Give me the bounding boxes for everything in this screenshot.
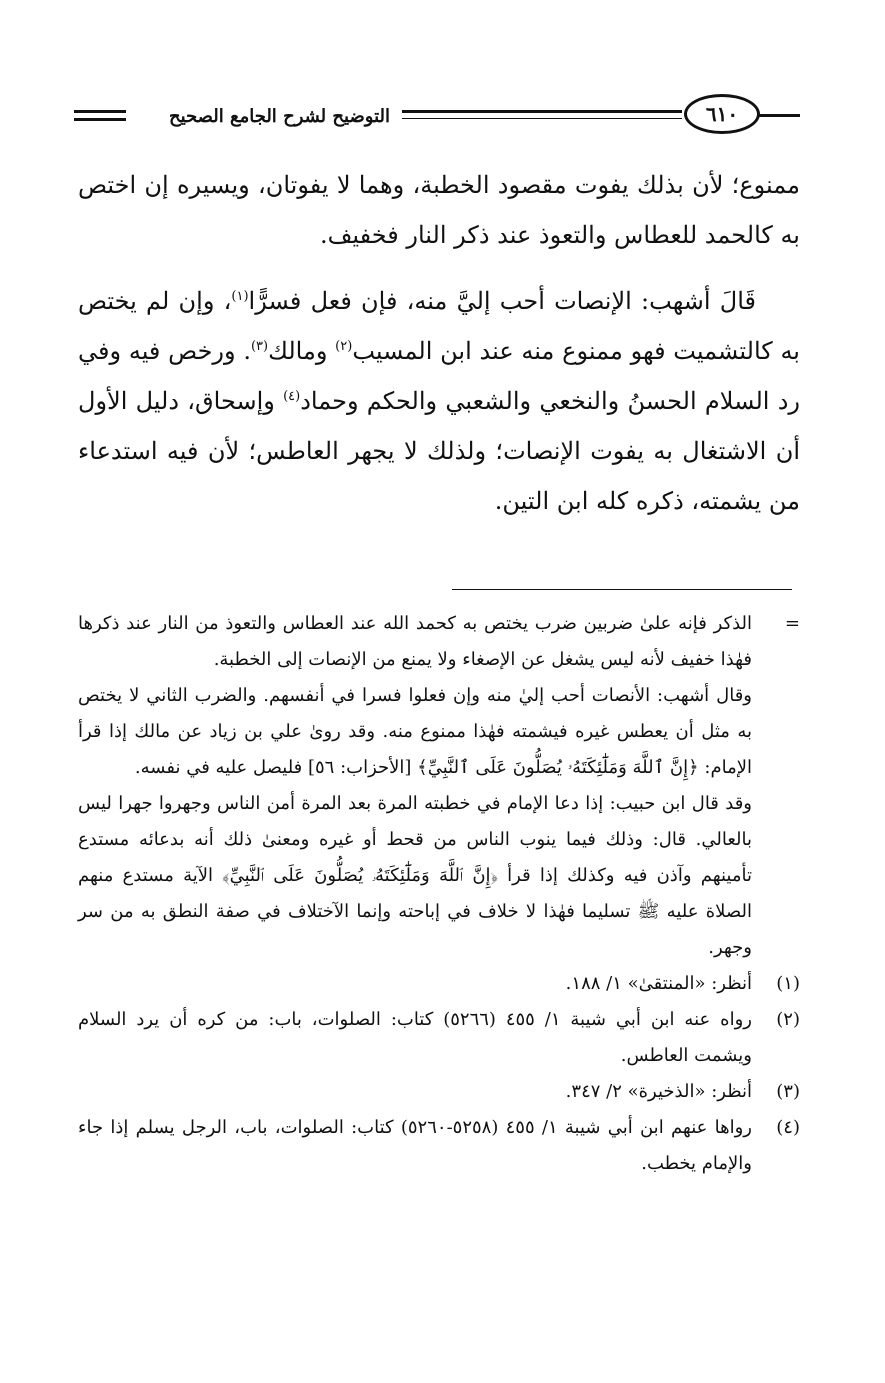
footnote-marker: (٣): [250, 339, 269, 354]
paragraph-text: ، وإن لم يختص به كالتشميت فهو ممنوع منه عند ابن المسيب: [78, 287, 800, 365]
footnote-text: أنظر: «الذخيرة» ٢/ ٣٤٧.: [565, 1081, 752, 1102]
footnotes: [78, 606, 800, 1182]
footnote-continuation: [78, 606, 800, 966]
footnote-item: [78, 1002, 800, 1074]
running-title: التوضيح لشرح الجامع الصحيح: [168, 106, 390, 127]
header-rule-right: [758, 114, 800, 117]
footnote-number: (٢): [776, 1009, 800, 1030]
main-text: [78, 160, 800, 526]
footnote-item: [78, 1074, 800, 1110]
footnote-paragraph: وقد قال ابن حبيب: إذا دعا الإمام في خطبته المرة بعد المرة أمن الناس وجهروا جهرا ليس بالعالي. قال: وذلك فيما ينوب الناس من قحط أو غيره ومعنىٰ ذلك أنه بدعائه مستدع تأمينهم وآذن فيه وكذلك إذا قرأ ﴿إِنَّ ٱللَّهَ وَمَلَٰٓئِكَتَهُۥ يُصَلُّونَ عَلَى ٱلنَّبِيِّ﴾ الآية مستدع منهم الصلاة عليه ﷺ تسليما فهٰذا لا خلاف في إباحته وإنما الآختلاف في صفة النطق به من سر وجهر.: [78, 793, 752, 958]
footnote-number: (٤): [776, 1117, 800, 1138]
header-rule-middle: [402, 118, 682, 119]
footnote-text: رواها عنهم ابن أبي شيبة ١/ ٤٥٥ (٥٢٥٨-٥٢٦٠) كتاب: الصلوات، باب، الرجل يسلم إذا جاء والإمام يخطب.: [78, 1117, 753, 1174]
footnote-text: رواه عنه ابن أبي شيبة ١/ ٤٥٥ (٥٢٦٦) كتاب: الصلوات، باب: من كره أن يرد السلام ويشمت العاطس.: [78, 1009, 752, 1066]
footnote-paragraph: وقال أشهب: الأنصات أحب إليٰ منه وإن فعلوا فسرا في أنفسهم. والضرب الثاني لا يختص به مثل أن يعطس غيره فيشمته فهٰذا ممنوع منه. وقد رویٰ علي بن زياد عن مالك إذا قرأ الإمام: ﴿إِنَّ ٱللَّهَ وَمَلَٰٓئِكَتَهُۥ يُصَلُّونَ عَلَى ٱلنَّبِيِّ﴾ [الأحزاب: ٥٦] فليصل عليه في نفسه.: [78, 685, 752, 778]
body-paragraph: ممنوع؛ لأن بذلك يفوت مقصود الخطبة، وهما لا يفوتان، ويسيره إن اختص به كالحمد للعطاس والتعوذ عند ذكر النار فخفيف.: [78, 171, 800, 249]
paragraph-text: . ورخص فيه وفي رد السلام الحسنُ والنخعي والشعبي والحكم وحماد: [78, 337, 800, 415]
footnote-marker: (٤): [283, 389, 301, 404]
paragraph-text: وإسحاق، دليل الأول أن الاشتغال به يفوت الإنصات؛ ولذلك لا يجهر العاطس؛ لأن فيه استدعاء من يشمته، ذكره كله ابن التين.: [78, 387, 800, 515]
footnote-text: أنظر: «المنتقىٰ» ١/ ١٨٨.: [565, 973, 752, 994]
page-header: [74, 92, 800, 142]
header-rule-left: [74, 110, 126, 113]
footnote-number: (١): [776, 973, 800, 994]
footnote-paragraph: الذكر فإنه علىٰ ضربين ضرب يختص به كحمد الله عند العطاس والتعوذ من النار عند ذكرها فهٰذا خفيف لأنه ليس يشغل عن الإصغاء ولا يمنع من الإنصات إلى الخطبة.: [78, 613, 752, 670]
page-number: ٦١٠: [684, 94, 760, 134]
footnote-item: [78, 966, 800, 1002]
footnote-marker: (١): [231, 289, 249, 304]
paragraph-text: ومالك: [268, 337, 336, 365]
header-rule-left: [74, 118, 126, 121]
footnote-separator: [452, 589, 792, 590]
footnote-number: (٣): [776, 1081, 800, 1102]
footnote-marker: (٢): [335, 339, 353, 354]
body-paragraph: [78, 276, 800, 526]
header-rule-middle: [402, 110, 682, 113]
footnote-item: [78, 1110, 800, 1182]
paragraph-text: قَالَ أشهب: الإنصات أحب إليَّ منه، فإن فعل فسرًّا: [248, 287, 756, 315]
continuation-mark: =: [784, 613, 800, 634]
